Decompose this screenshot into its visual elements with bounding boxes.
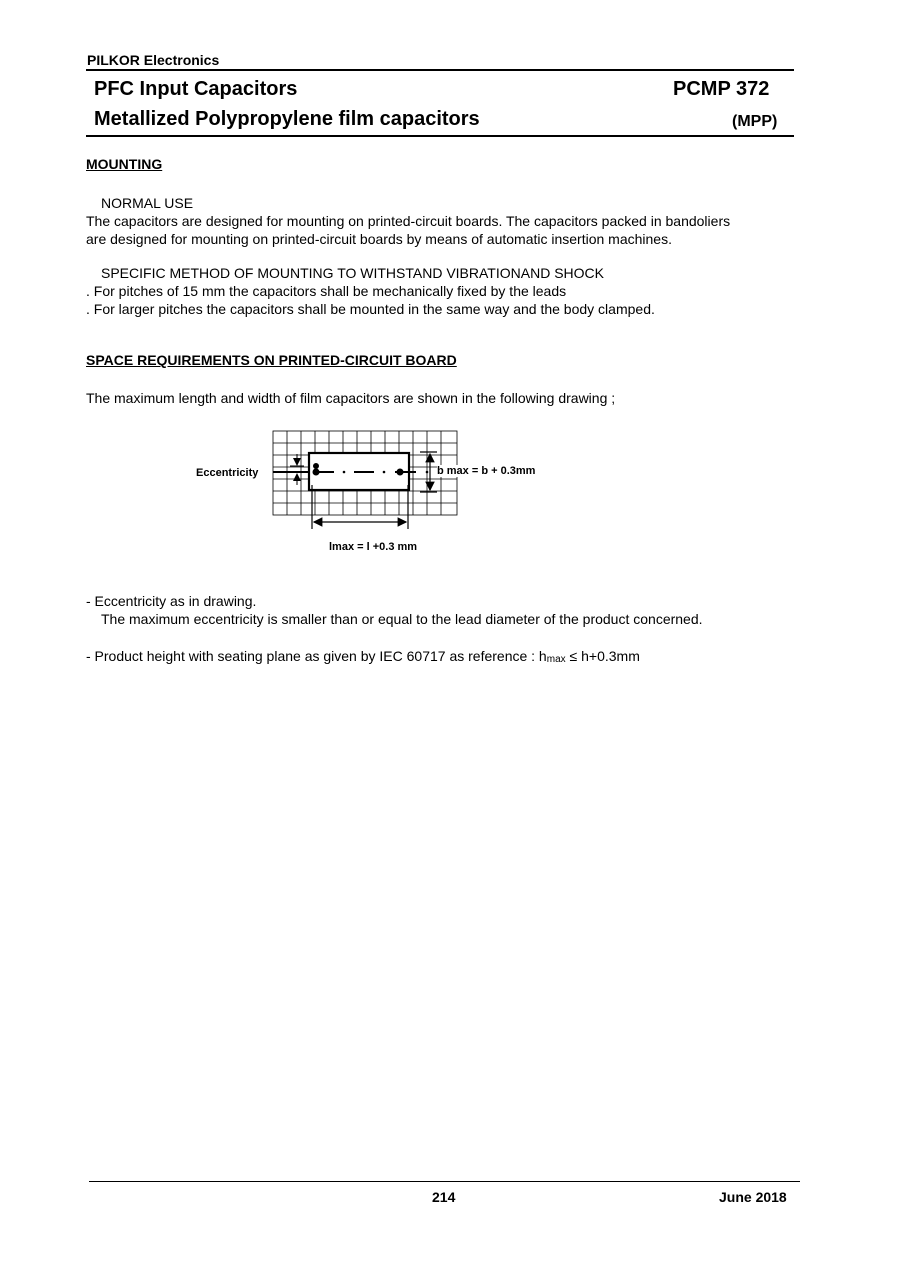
specific-method-title: SPECIFIC METHOD OF MOUNTING TO WITHSTAND VIBRATIONAND SHOCK [101,265,604,281]
space-requirements-heading: SPACE REQUIREMENTS ON PRINTED-CIRCUIT BOARD [86,352,457,368]
space-requirements-intro: The maximum length and width of film capacitors are shown in the following drawing ; [86,390,616,406]
company-name: PILKOR Electronics [87,52,220,68]
document-title: PFC Input Capacitors [94,78,298,100]
page-number: 214 [432,1189,456,1205]
type-code: (MPP) [732,113,778,130]
height-note-suffix: h+0.3mm [581,648,640,664]
lmax-arrow [312,485,408,529]
height-note-prefix: - Product height with seating plane as given by IEC 60717 as reference : h [86,648,547,664]
height-note-subscript: max [546,654,566,665]
capacitor-dimension-drawing [260,425,470,535]
lmax-label: lmax = l +0.3 mm [329,541,418,553]
eccentricity-label: Eccentricity [196,467,259,479]
normal-use-text-1: The capacitors are designed for mounting on printed-circuit boards. The capacitors packed in bandoliers [86,213,731,229]
eccentricity-arrows [290,454,304,485]
document-date: June 2018 [719,1189,787,1205]
height-note-relation: ≤ [565,648,582,664]
header-rule-top [86,69,794,71]
header-rule-bottom [86,135,794,137]
specific-method-text-2: . For larger pitches the capacitors shall be mounted in the same way and the body clamped. [86,301,655,317]
normal-use-text-2: are designed for mounting on printed-circuit boards by means of automatic insertion machines. [86,231,672,247]
normal-use-title: NORMAL USE [101,195,194,211]
eccentricity-note-1: - Eccentricity as in drawing. [86,593,257,609]
document-subtitle: Metallized Polypropylene film capacitors [94,108,480,130]
specific-method-text-1: . For pitches of 15 mm the capacitors shall be mechanically fixed by the leads [86,283,567,299]
bmax-arrows [420,452,437,492]
mounting-heading: MOUNTING [86,156,163,172]
eccentricity-note-2: The maximum eccentricity is smaller than or equal to the lead diameter of the product concerned. [101,611,703,627]
footer-rule [89,1181,800,1182]
product-height-note [86,647,640,669]
product-code: PCMP 372 [673,78,770,100]
bmax-label: b max = b + 0.3mm [437,465,536,477]
